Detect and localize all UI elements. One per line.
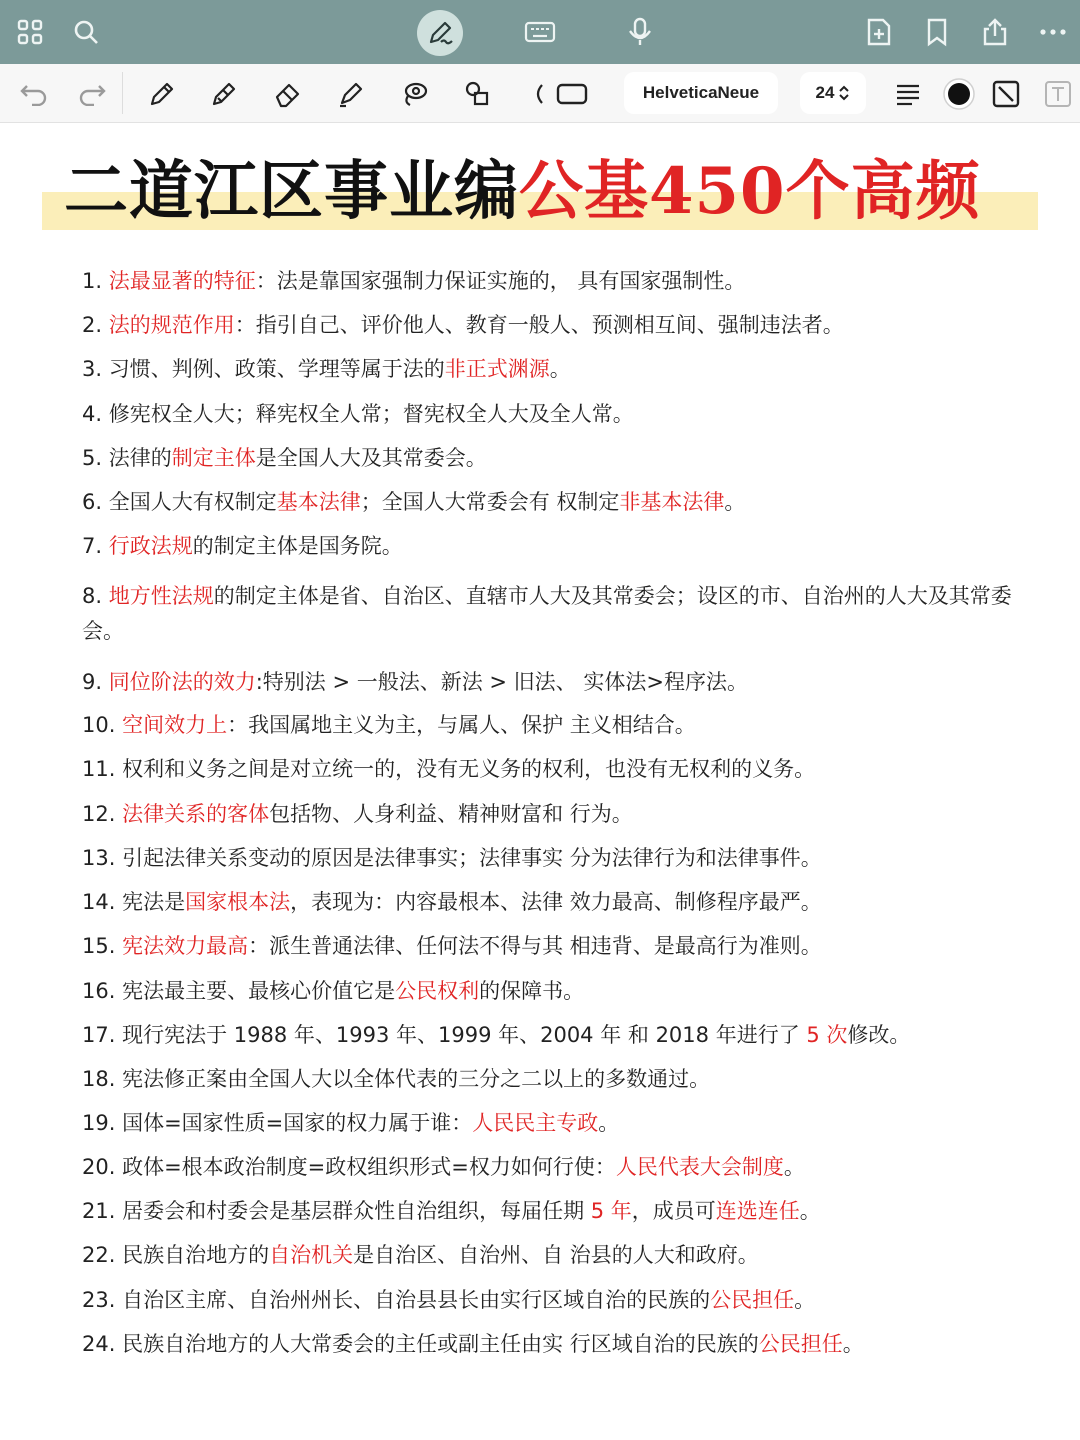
list-item xyxy=(82,352,1012,387)
item-text: 3. 习惯、判例、政策、学理等属于法的 xyxy=(82,357,445,381)
bookmark-icon[interactable] xyxy=(919,14,955,50)
item-text: ：指引自己、评价他人、教育一般人、预测相互间、强制违法者。 xyxy=(234,313,844,337)
item-text: 20. 政体=根本政治制度=政权组织形式=权力如何行使： xyxy=(82,1155,616,1179)
item-text: 22. 民族自治地方的 xyxy=(82,1243,270,1267)
item-text: 的制定主体是国务院。 xyxy=(192,534,403,558)
list-item xyxy=(82,397,1012,432)
highlighted-term: 自治机关 xyxy=(269,1243,354,1267)
font-family-selector[interactable] xyxy=(624,72,778,114)
highlighted-term: 非基本法律 xyxy=(619,490,725,514)
list-item xyxy=(82,1238,1012,1273)
font-size-value: 24 xyxy=(815,83,835,102)
new-note-icon[interactable] xyxy=(861,14,897,50)
item-text: 1. xyxy=(82,269,109,293)
list-item xyxy=(82,841,1012,876)
item-text: ，表现为：内容最根本、法律 效力最高、制修程序最严。 xyxy=(290,890,822,914)
item-text: 14. 宪法是 xyxy=(82,890,186,914)
highlighted-term: 空间效力上 xyxy=(122,713,228,737)
item-text: 24. 民族自治地方的人大常委会的主任或副主任由实 行区域自治的民族的 xyxy=(82,1332,759,1356)
list-item xyxy=(82,665,1012,700)
highlighted-term: 公民权利 xyxy=(395,979,480,1003)
item-text: 。 xyxy=(549,357,571,381)
item-text: 。 xyxy=(783,1155,805,1179)
list-item xyxy=(82,1327,1012,1362)
title-text xyxy=(64,146,1044,238)
list-item xyxy=(82,1106,1012,1141)
pen-tool-icon[interactable] xyxy=(144,76,180,112)
item-text: 是自治区、自治州、自 治县的人大和政府。 xyxy=(353,1243,759,1267)
chevron-updown-icon xyxy=(838,84,850,102)
partial-tool-icon[interactable] xyxy=(520,76,556,112)
list-item xyxy=(82,308,1012,343)
item-text: 17. 现行宪法于 1988 年、1993 年、1999 年、2004 年 和 2018 年进行了 xyxy=(82,1023,807,1047)
drawing-toolbar xyxy=(0,64,1080,123)
list-item xyxy=(82,441,1012,476)
highlighted-term: 公民担任 xyxy=(758,1332,843,1356)
item-text: 19. 国体=国家性质=国家的权力属于谁： xyxy=(82,1111,473,1135)
undo-icon[interactable] xyxy=(16,76,52,112)
eraser-tool-icon[interactable] xyxy=(270,76,306,112)
page-title xyxy=(42,146,1038,238)
line-style-icon[interactable] xyxy=(988,76,1024,112)
item-text: 6. 全国人大有权制定 xyxy=(82,490,277,514)
list-item xyxy=(82,974,1012,1009)
list-item xyxy=(82,264,1012,299)
list-item xyxy=(82,579,1012,649)
font-family-value: HelveticaNeue xyxy=(642,83,760,102)
handwriting-mode-button[interactable] xyxy=(417,10,463,56)
highlighted-term: 5 年 xyxy=(590,1199,632,1223)
item-text: 21. 居委会和村委会是基层群众性自治组织，每届任期 xyxy=(82,1199,591,1223)
highlighted-term: 法律关系的客体 xyxy=(122,802,270,826)
microphone-icon[interactable] xyxy=(622,14,658,50)
shapes-tool-icon[interactable] xyxy=(460,76,496,112)
color-picker-icon[interactable] xyxy=(941,76,977,112)
pen-icon xyxy=(425,18,455,48)
item-text: 修改。 xyxy=(847,1023,911,1047)
item-text: 是全国人大及其常委会。 xyxy=(255,446,487,470)
textbox-tool-icon[interactable] xyxy=(554,76,590,112)
item-text: 12. xyxy=(82,802,123,826)
highlighted-term: 5 次 xyxy=(806,1023,848,1047)
item-text: 2. xyxy=(82,313,109,337)
item-text: 23. 自治区主席、自治州州长、自治县县长由实行区域自治的民族的 xyxy=(82,1288,711,1312)
highlighted-term: 制定主体 xyxy=(171,446,256,470)
list-item xyxy=(82,708,1012,743)
search-icon[interactable] xyxy=(68,14,104,50)
list-item xyxy=(82,529,1012,564)
item-text: 13. 引起法律关系变动的原因是法律事实；法律事实 分为法律行为和法律事件。 xyxy=(82,846,822,870)
item-text: 。 xyxy=(794,1288,816,1312)
highlighted-term: 行政法规 xyxy=(108,534,193,558)
share-icon[interactable] xyxy=(977,14,1013,50)
highlighted-term: 人民民主专政 xyxy=(472,1111,599,1135)
item-text: 4. 修宪权全人大；释宪权全人常；督宪权全人大及全人常。 xyxy=(82,402,634,426)
highlighted-term: 法最显著的特征 xyxy=(108,269,256,293)
highlighted-term: 人民代表大会制度 xyxy=(615,1155,784,1179)
item-text: 8. xyxy=(82,584,109,608)
list-item xyxy=(82,485,1012,520)
highlighted-term: 法的规范作用 xyxy=(108,313,235,337)
pencil-tool-icon[interactable] xyxy=(206,76,242,112)
item-text: 7. xyxy=(82,534,109,558)
highlighted-term: 同位阶法的效力 xyxy=(108,670,256,694)
item-text: 的保障书。 xyxy=(479,979,585,1003)
list-item xyxy=(82,1018,1012,1053)
highlighted-term: 基本法律 xyxy=(276,490,361,514)
item-text: 。 xyxy=(842,1332,864,1356)
highlighted-term: 地方性法规 xyxy=(108,584,214,608)
highlighted-term: 连选连任 xyxy=(715,1199,800,1223)
align-text-icon[interactable] xyxy=(890,76,926,112)
item-text: 。 xyxy=(799,1199,821,1223)
list-item xyxy=(82,1283,1012,1318)
list-item xyxy=(82,929,1012,964)
more-icon[interactable] xyxy=(1035,14,1071,50)
item-text: 18. 宪法修正案由全国人大以全体代表的三分之二以上的多数通过。 xyxy=(82,1067,711,1091)
item-text: 。 xyxy=(724,490,746,514)
list-item xyxy=(82,1194,1012,1229)
lasso-tool-icon[interactable] xyxy=(397,76,433,112)
item-text: 9. xyxy=(82,670,109,694)
text-style-icon[interactable] xyxy=(1040,76,1076,112)
keyboard-icon[interactable] xyxy=(522,14,558,50)
item-text: 5. 法律的 xyxy=(82,446,172,470)
item-text: ：法是靠国家强制力保证实施的， 具有国家强制性。 xyxy=(255,269,746,293)
item-text: :特别法 > 一般法、新法 > 旧法、 实体法>程序法。 xyxy=(255,670,748,694)
redo-icon[interactable] xyxy=(74,76,110,112)
font-size-selector[interactable] xyxy=(800,72,866,114)
title-part-black: 二道江区事业编 xyxy=(64,154,519,229)
highlighted-term: 非正式渊源 xyxy=(444,357,550,381)
highlighted-term: 国家根本法 xyxy=(185,890,291,914)
item-text: 15. xyxy=(82,934,123,958)
item-text: 。 xyxy=(598,1111,620,1135)
item-text: 10. xyxy=(82,713,123,737)
title-part-red: 公基450个高频 xyxy=(519,154,981,229)
item-text: ：派生普通法律、任何法不得与其 相违背、是最高行为准则。 xyxy=(248,934,822,958)
item-text: ；全国人大常委会有 权制定 xyxy=(360,490,620,514)
item-text: 包括物、人身利益、精神财富和 行为。 xyxy=(269,802,633,826)
item-text: 的制定主体是省、自治区、直辖市人大及其常委会；设区的市、自治州的人大及其常委会。 xyxy=(82,584,1012,643)
item-text: 11. 权利和义务之间是对立统一的，没有无义务的权利，也没有无权利的义务。 xyxy=(82,757,816,781)
list-item xyxy=(82,885,1012,920)
item-text: ，成员可 xyxy=(631,1199,716,1223)
item-text: ：我国属地主义为主，与属人、保护 主义相结合。 xyxy=(227,713,696,737)
list-item xyxy=(82,1150,1012,1185)
app-top-bar xyxy=(0,0,1080,64)
list-item xyxy=(82,797,1012,832)
list-item xyxy=(82,752,1012,787)
highlighted-term: 公民担任 xyxy=(710,1288,795,1312)
grid-view-icon[interactable] xyxy=(12,14,48,50)
list-item xyxy=(82,1062,1012,1097)
highlighter-tool-icon[interactable] xyxy=(333,76,369,112)
highlighted-term: 宪法效力最高 xyxy=(122,934,249,958)
item-text: 16. 宪法最主要、最核心价值它是 xyxy=(82,979,396,1003)
